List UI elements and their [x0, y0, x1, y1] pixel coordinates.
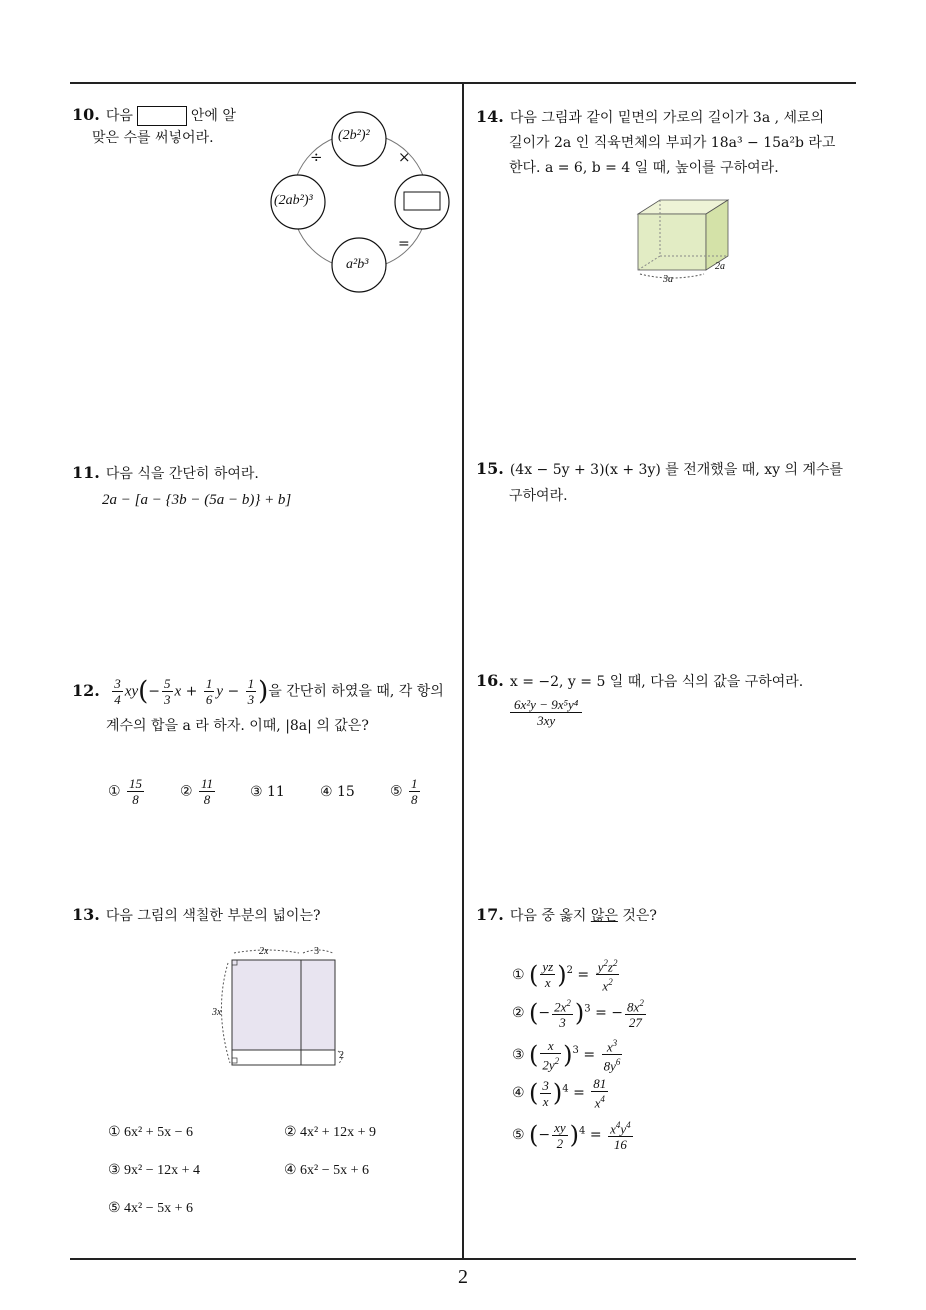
frac-1-6: $\frac{1}{6}$	[205, 676, 213, 707]
label-2: 2	[339, 1050, 344, 1061]
question-number: 17.	[476, 905, 504, 924]
equals-symbol: =	[398, 236, 410, 252]
question-16	[476, 670, 866, 728]
label-2a: 2a	[715, 261, 725, 272]
q13-choice-2[interactable]: ② 4x² + 12x + 9	[284, 1125, 377, 1140]
q13-choice-3[interactable]: ③ 9x² − 12x + 4	[108, 1163, 201, 1178]
label-3: 3	[314, 946, 319, 957]
q17-text-a: 다음 중 옳지	[509, 908, 591, 924]
question-10	[72, 104, 272, 149]
bottom-rule	[70, 1258, 856, 1260]
q17-choice-5[interactable]: ⑤ (− $\frac{xy}{2}$ )$^4$ = $\frac{x^4y^4}{16}$	[512, 1119, 631, 1153]
q16-line1: x = −2, y = 5 일 때, 다음 식의 값을 구하여라.	[509, 674, 804, 690]
question-number: 11.	[72, 463, 100, 482]
q10-bottom-expr: a²b³	[346, 257, 369, 272]
question-17	[476, 904, 657, 927]
question-number: 14.	[476, 107, 504, 126]
q14-line3: 한다. a = 6, b = 4 일 때, 높이를 구하여라.	[509, 160, 779, 176]
divide-symbol: ÷	[310, 148, 323, 166]
q17-choice-3[interactable]: ③ ( $\frac{x}{2y^2}$ )$^3$ = $\frac{x^3}{8y^6}$	[512, 1037, 621, 1074]
question-15	[476, 456, 866, 509]
q13-choice-5[interactable]: ⑤ 4x² − 5x + 6	[108, 1201, 194, 1216]
q10-top-expr: (2b²)²	[338, 128, 370, 143]
label-3x: 3x	[212, 1007, 222, 1018]
frac-1-3: $\frac{1}{3}$	[247, 676, 255, 707]
q17-choice-4[interactable]: ④ ( $\frac{3}{x}$ )$^4$ = $\frac{81}{x^4}$	[512, 1076, 607, 1111]
label-3a: 3a	[663, 274, 673, 285]
shaded-region	[232, 960, 335, 1050]
q10-text-b: 안에 알	[190, 108, 236, 124]
column-divider	[462, 83, 464, 1259]
q12-choice-1[interactable]: ① $\frac{15}{8}$	[108, 776, 143, 807]
page-number: 2	[458, 1266, 468, 1288]
q13-text: 다음 그림의 색칠한 부분의 넓이는?	[105, 908, 321, 924]
frac-3-4: $\frac{3}{4}$	[114, 676, 121, 707]
q11-text: 다음 식을 간단히 하여라.	[105, 466, 259, 482]
q12-choice-5[interactable]: ⑤ $\frac{1}{8}$	[390, 776, 418, 807]
q12-choice-4[interactable]: ④ 15	[320, 784, 355, 800]
q12-choice-3[interactable]: ③ 11	[250, 784, 285, 800]
q14-cuboid-figure	[632, 196, 742, 286]
q17-text-underlined: 않은	[590, 908, 618, 924]
q10-line2: 맞은 수를 써넣어라.	[92, 130, 214, 146]
q14-line1: 다음 그림과 같이 밑면의 가로의 길이가 3a , 세로의	[509, 110, 825, 126]
label-2x: 2x	[259, 946, 269, 957]
q12-line1-tail: 을 간단히 하였을 때, 각 항의	[268, 683, 444, 700]
question-number: 16.	[476, 671, 504, 690]
question-number: 15.	[476, 459, 504, 478]
question-number: 12.	[72, 680, 100, 700]
question-11	[72, 462, 452, 511]
q10-left-expr: (2ab²)³	[274, 193, 313, 208]
q15-line1: (4x − 5y + 3)(x + 3y) 를 전개했을 때, xy 의 계수를	[509, 462, 844, 478]
times-symbol: ×	[398, 148, 411, 166]
q17-text-b: 것은?	[617, 908, 657, 924]
q17-choice-1[interactable]: ① ( $\frac{yz}{x}$ )$^2$ = $\frac{y^2z^2}{x^2}$	[512, 958, 618, 994]
q10-text-a: 다음	[105, 108, 133, 124]
question-number: 10.	[72, 105, 100, 124]
question-12: 12. $\frac{3}{4}$ xy(− $\frac{5}{3}$ x + $\frac{1}{6}$ y − $\frac{1}{3}$ )을 간단히 하였을 때, 각 항의 계수의 합을 a 라 하자. 이때, |8a| 의 값은?	[72, 676, 457, 737]
question-13	[72, 904, 321, 927]
answer-box-in-circle[interactable]	[404, 192, 440, 210]
q13-choice-1[interactable]: ① 6x² + 5x − 6	[108, 1125, 194, 1140]
frac-5-3: $\frac{5}{3}$	[164, 676, 171, 707]
q16-fraction: $\frac{\text{6x²y − 9x⁵y⁴}}{3xy}$	[510, 697, 582, 728]
q13-area-figure	[210, 945, 350, 1075]
q14-line2: 길이가 2a 인 직육면체의 부피가 18a³ − 15a²b 라고	[509, 135, 836, 151]
question-number: 13.	[72, 905, 100, 924]
q13-choice-4[interactable]: ④ 6x² − 5x + 6	[284, 1163, 370, 1178]
answer-blank[interactable]	[137, 106, 187, 126]
q15-line2: 구하여라.	[509, 488, 568, 504]
q11-expression: 2a − [a − {3b − (5a − b)} + b]	[102, 492, 292, 508]
q17-choice-2[interactable]: ② (− $\frac{2x^2}{3}$ )$^3$ = − $\frac{8x^2}{27}$	[512, 998, 644, 1031]
q12-line2: 계수의 합을 a 라 하자. 이때, |8a| 의 값은?	[106, 718, 369, 734]
question-14	[476, 104, 866, 181]
q12-choice-2[interactable]: ② $\frac{11}{8}$	[180, 776, 214, 807]
